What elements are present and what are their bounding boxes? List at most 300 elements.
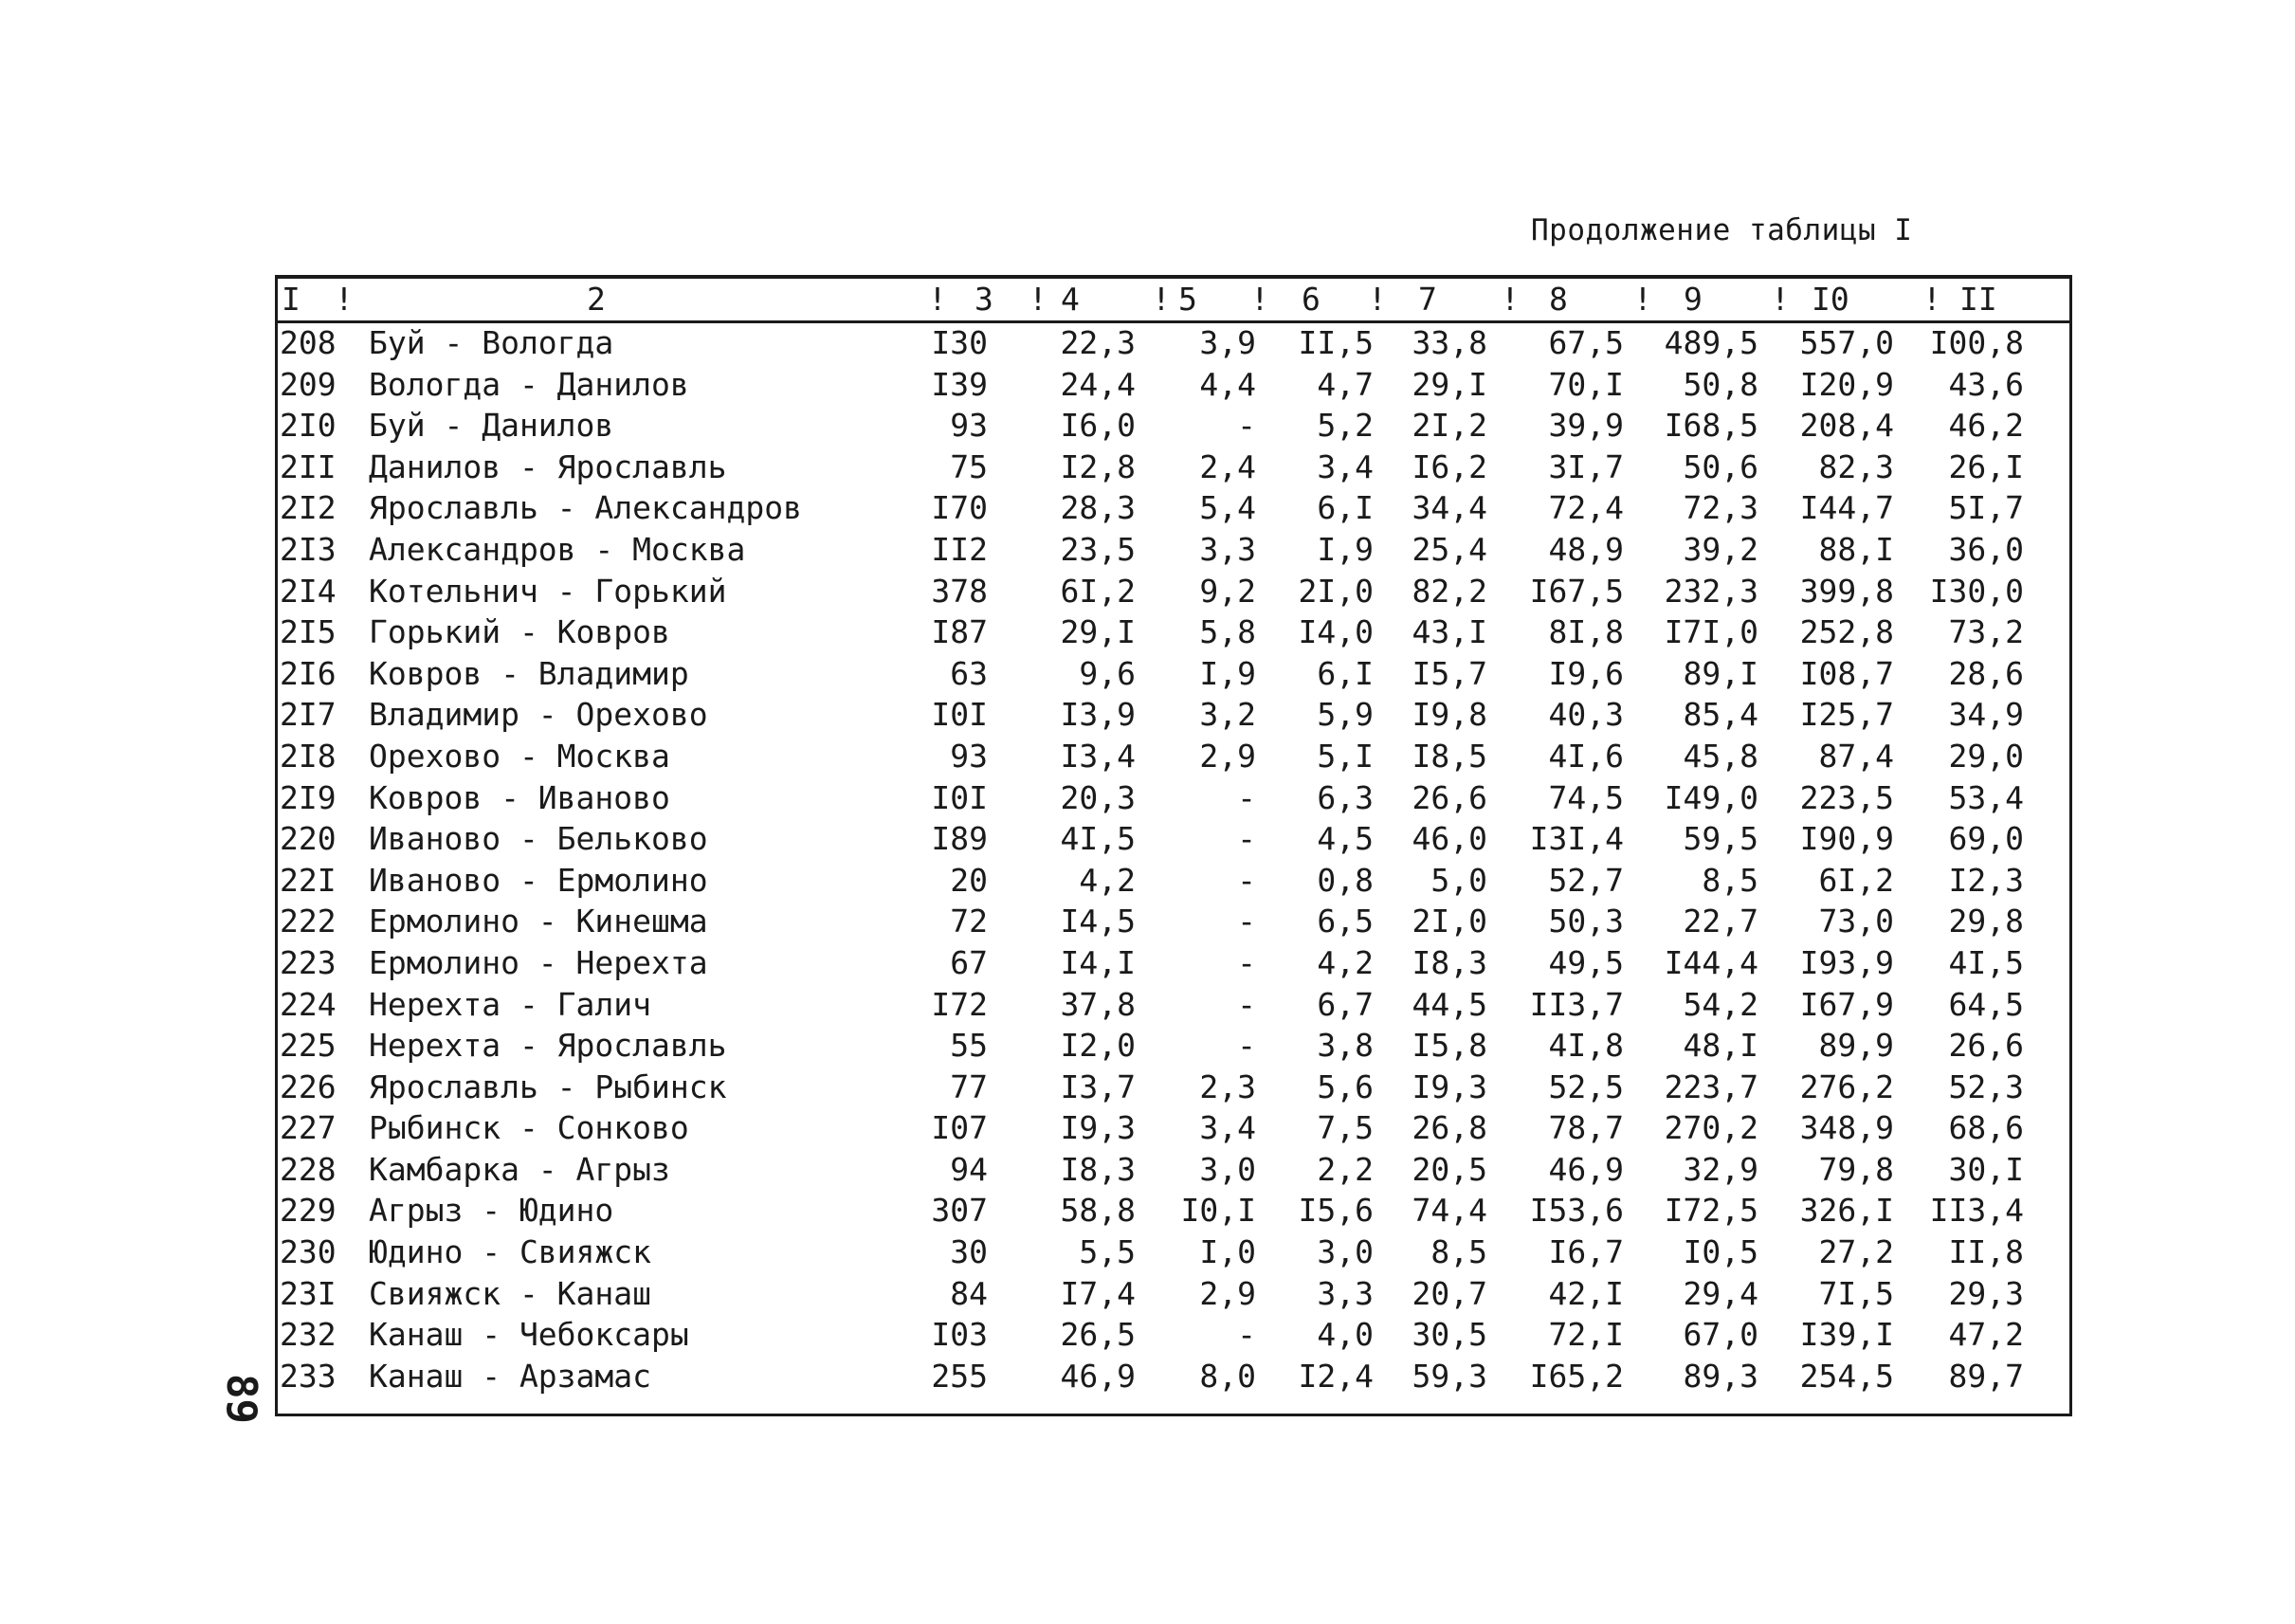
col-10-value: 326,I (1799, 1192, 1894, 1230)
col-4-value: I4,5 (1060, 903, 1136, 940)
col-9-value: 89,I (1683, 654, 1758, 692)
col-11-value: 5I,7 (1948, 489, 2024, 527)
col-10-value: I08,7 (1799, 654, 1894, 692)
col-3-value: I0I (931, 778, 988, 816)
row-number: 22I (280, 861, 337, 899)
col-10-value: 27,2 (1818, 1233, 1894, 1271)
route-name: Рыбинск - Сонково (369, 1109, 689, 1147)
table-row (278, 1190, 2069, 1232)
header-separator: ! (335, 281, 354, 318)
col-7-value: I5,8 (1412, 1027, 1487, 1065)
col-6-value: 6,I (1317, 654, 1374, 692)
table-row (278, 322, 2069, 364)
col-8-value: 52,7 (1548, 861, 1624, 899)
col-11-value: I2,3 (1948, 861, 2024, 899)
col-8-value: I53,6 (1529, 1192, 1624, 1230)
col-10-value: 82,3 (1818, 447, 1894, 485)
route-name: Нерехта - Галич (369, 985, 652, 1023)
col-5-value: 3,2 (1199, 696, 1256, 734)
table-row (278, 818, 2069, 860)
route-name: Буй - Вологда (369, 324, 614, 361)
col-4-value: I3,4 (1060, 737, 1136, 775)
col-5-value: 9,2 (1199, 572, 1256, 610)
header-separator: ! (1771, 281, 1790, 318)
col-7-value: 46,0 (1412, 820, 1487, 858)
col-8-value: 72,4 (1548, 489, 1624, 527)
col-7-value: I9,8 (1412, 696, 1487, 734)
table-row (278, 364, 2069, 406)
col-6-value: 3,3 (1317, 1274, 1374, 1312)
col-6-value: 4,0 (1317, 1316, 1374, 1354)
col-9-value: 223,7 (1664, 1067, 1758, 1105)
col-4-value: 9,6 (1079, 654, 1136, 692)
col-7-value: 29,I (1412, 365, 1487, 403)
col-7-value: I8,3 (1412, 943, 1487, 981)
route-name: Ковров - Владимир (369, 654, 689, 692)
route-name: Данилов - Ярославль (369, 447, 727, 485)
col-6-value: II,5 (1298, 324, 1374, 361)
col-7-value: 82,2 (1412, 572, 1487, 610)
col-5-value: 5,8 (1199, 613, 1256, 651)
header-col-6: 6 (1302, 281, 1321, 318)
col-11-value: 69,0 (1948, 820, 2024, 858)
table-header (278, 279, 2069, 323)
table-row (278, 901, 2069, 942)
col-11-value: 29,8 (1948, 903, 2024, 940)
col-5-value: - (1237, 1027, 1256, 1065)
col-3-value: 30 (950, 1233, 988, 1271)
row-number: 225 (280, 1027, 337, 1065)
row-number: 2I2 (280, 489, 337, 527)
route-name: Нерехта - Ярославль (369, 1027, 727, 1065)
table-row (278, 405, 2069, 447)
col-10-value: I39,I (1799, 1316, 1894, 1354)
col-7-value: 30,5 (1412, 1316, 1487, 1354)
col-7-value: 26,6 (1412, 778, 1487, 816)
col-10-value: 557,0 (1799, 324, 1894, 361)
col-3-value: 255 (931, 1357, 988, 1395)
col-11-value: 29,0 (1948, 737, 2024, 775)
col-3-value: 94 (950, 1150, 988, 1188)
route-name: Канаш - Арзамас (369, 1357, 652, 1395)
header-separator: ! (928, 281, 947, 318)
col-3-value: 93 (950, 737, 988, 775)
col-5-value: 3,9 (1199, 324, 1256, 361)
header-col-11: II (1959, 281, 1997, 318)
row-number: 2I3 (280, 530, 337, 568)
route-name: Канаш - Чебоксары (369, 1316, 689, 1354)
row-number: 230 (280, 1233, 337, 1271)
col-7-value: 2I,2 (1412, 407, 1487, 445)
col-11-value: 29,3 (1948, 1274, 2024, 1312)
col-9-value: I72,5 (1664, 1192, 1758, 1230)
col-6-value: 0,8 (1317, 861, 1374, 899)
col-10-value: I67,9 (1799, 985, 1894, 1023)
table-body (278, 322, 2069, 1403)
col-10-value: 7I,5 (1818, 1274, 1894, 1312)
col-9-value: 39,2 (1683, 530, 1758, 568)
route-name: Камбарка - Агрыз (369, 1150, 670, 1188)
col-8-value: 70,I (1548, 365, 1624, 403)
route-name: Юдино - Свияжск (369, 1233, 652, 1271)
col-11-value: 73,2 (1948, 613, 2024, 651)
route-name: Ермолино - Нерехта (369, 943, 708, 981)
header-col-9: 9 (1684, 281, 1703, 318)
col-10-value: I90,9 (1799, 820, 1894, 858)
col-8-value: 72,I (1548, 1316, 1624, 1354)
col-7-value: 5,0 (1430, 861, 1487, 899)
table-row (278, 1025, 2069, 1067)
col-9-value: 32,9 (1683, 1150, 1758, 1188)
col-11-value: 4I,5 (1948, 943, 2024, 981)
col-4-value: I3,9 (1060, 696, 1136, 734)
route-name: Свияжск - Канаш (369, 1274, 652, 1312)
col-4-value: I2,0 (1060, 1027, 1136, 1065)
route-name: Котельнич - Горький (369, 572, 727, 610)
table-row (278, 1067, 2069, 1108)
col-6-value: 4,5 (1317, 820, 1374, 858)
col-7-value: 20,7 (1412, 1274, 1487, 1312)
col-7-value: 20,5 (1412, 1150, 1487, 1188)
col-4-value: I3,7 (1060, 1067, 1136, 1105)
route-name: Иваново - Ермолино (369, 861, 708, 899)
table-row (278, 777, 2069, 819)
header-col-3: 3 (974, 281, 993, 318)
col-7-value: I6,2 (1412, 447, 1487, 485)
col-4-value: 26,5 (1060, 1316, 1136, 1354)
route-name: Буй - Данилов (369, 407, 614, 445)
col-5-value: 3,4 (1199, 1109, 1256, 1147)
col-6-value: 4,7 (1317, 365, 1374, 403)
col-3-value: 77 (950, 1067, 988, 1105)
route-name: Ермолино - Кинешма (369, 903, 708, 940)
col-5-value: - (1237, 943, 1256, 981)
col-6-value: I4,0 (1298, 613, 1374, 651)
table-row (278, 736, 2069, 777)
col-6-value: I,9 (1317, 530, 1374, 568)
row-number: 2I9 (280, 778, 337, 816)
table-row (278, 1356, 2069, 1403)
header-separator: ! (1368, 281, 1387, 318)
col-9-value: 232,3 (1664, 572, 1758, 610)
col-10-value: I25,7 (1799, 696, 1894, 734)
col-4-value: I6,0 (1060, 407, 1136, 445)
col-5-value: I,0 (1199, 1233, 1256, 1271)
row-number: 224 (280, 985, 337, 1023)
col-11-value: 64,5 (1948, 985, 2024, 1023)
table-row (278, 653, 2069, 695)
col-9-value: I0,5 (1683, 1233, 1758, 1271)
header-col-2: 2 (587, 281, 606, 318)
col-6-value: 6,3 (1317, 778, 1374, 816)
col-8-value: 50,3 (1548, 903, 1624, 940)
table-row (278, 984, 2069, 1026)
col-6-value: 5,2 (1317, 407, 1374, 445)
col-5-value: - (1237, 985, 1256, 1023)
header-col-1: I (282, 281, 301, 318)
col-7-value: 26,8 (1412, 1109, 1487, 1147)
col-9-value: 54,2 (1683, 985, 1758, 1023)
table-row (278, 1107, 2069, 1149)
col-11-value: 47,2 (1948, 1316, 2024, 1354)
col-10-value: 252,8 (1799, 613, 1894, 651)
table-row (278, 447, 2069, 488)
col-3-value: I89 (931, 820, 988, 858)
col-10-value: 399,8 (1799, 572, 1894, 610)
row-number: 227 (280, 1109, 337, 1147)
col-11-value: 30,I (1948, 1150, 2024, 1188)
col-9-value: 48,I (1683, 1027, 1758, 1065)
row-number: 208 (280, 324, 337, 361)
col-10-value: 87,4 (1818, 737, 1894, 775)
col-8-value: I67,5 (1529, 572, 1624, 610)
col-10-value: 254,5 (1799, 1357, 1894, 1395)
col-8-value: I9,6 (1548, 654, 1624, 692)
col-7-value: 33,8 (1412, 324, 1487, 361)
col-5-value: 2,9 (1199, 1274, 1256, 1312)
col-4-value: 46,9 (1060, 1357, 1136, 1395)
col-8-value: I6,7 (1548, 1233, 1624, 1271)
col-5-value: - (1237, 778, 1256, 816)
table-caption: Продолжение таблицы I (1531, 213, 1913, 247)
col-9-value: 50,8 (1683, 365, 1758, 403)
col-5-value: - (1237, 407, 1256, 445)
header-separator: ! (1633, 281, 1652, 318)
col-7-value: 8,5 (1430, 1233, 1487, 1271)
row-number: 23I (280, 1274, 337, 1312)
col-3-value: 84 (950, 1274, 988, 1312)
col-4-value: I4,I (1060, 943, 1136, 981)
header-separator: ! (1501, 281, 1520, 318)
col-3-value: I03 (931, 1316, 988, 1354)
col-9-value: 8,5 (1702, 861, 1758, 899)
col-10-value: I20,9 (1799, 365, 1894, 403)
col-4-value: 22,3 (1060, 324, 1136, 361)
col-3-value: 378 (931, 572, 988, 610)
col-10-value: 348,9 (1799, 1109, 1894, 1147)
row-number: 2II (280, 447, 337, 485)
table-row (278, 860, 2069, 902)
col-9-value: 50,6 (1683, 447, 1758, 485)
col-7-value: 43,I (1412, 613, 1487, 651)
row-number: 223 (280, 943, 337, 981)
col-9-value: I68,5 (1664, 407, 1758, 445)
header-col-10: I0 (1812, 281, 1849, 318)
header-separator: ! (1922, 281, 1941, 318)
col-3-value: 93 (950, 407, 988, 445)
col-7-value: I8,5 (1412, 737, 1487, 775)
col-5-value: 2,3 (1199, 1067, 1256, 1105)
col-4-value: 29,I (1060, 613, 1136, 651)
col-11-value: 53,4 (1948, 778, 2024, 816)
route-name: Вологда - Данилов (369, 365, 689, 403)
col-6-value: I5,6 (1298, 1192, 1374, 1230)
col-7-value: I5,7 (1412, 654, 1487, 692)
route-name: Александров - Москва (369, 530, 746, 568)
row-number: 232 (280, 1316, 337, 1354)
table-row (278, 1232, 2069, 1273)
route-name: Ярославль - Рыбинск (369, 1067, 727, 1105)
col-3-value: 55 (950, 1027, 988, 1065)
table-row (278, 487, 2069, 529)
col-4-value: 23,5 (1060, 530, 1136, 568)
col-11-value: 52,3 (1948, 1067, 2024, 1105)
col-9-value: 72,3 (1683, 489, 1758, 527)
col-5-value: 2,4 (1199, 447, 1256, 485)
col-3-value: 63 (950, 654, 988, 692)
col-7-value: 44,5 (1412, 985, 1487, 1023)
row-number: 228 (280, 1150, 337, 1188)
row-number: 2I8 (280, 737, 337, 775)
col-6-value: I2,4 (1298, 1357, 1374, 1395)
row-number: 220 (280, 820, 337, 858)
col-4-value: 20,3 (1060, 778, 1136, 816)
col-5-value: 8,0 (1199, 1357, 1256, 1395)
col-8-value: 3I,7 (1548, 447, 1624, 485)
col-5-value: 3,3 (1199, 530, 1256, 568)
col-10-value: 79,8 (1818, 1150, 1894, 1188)
col-10-value: 223,5 (1799, 778, 1894, 816)
table-row (278, 1149, 2069, 1191)
col-3-value: 72 (950, 903, 988, 940)
col-8-value: 49,5 (1548, 943, 1624, 981)
col-8-value: 8I,8 (1548, 613, 1624, 651)
col-4-value: I7,4 (1060, 1274, 1136, 1312)
col-10-value: 6I,2 (1818, 861, 1894, 899)
col-3-value: I30 (931, 324, 988, 361)
col-4-value: 58,8 (1060, 1192, 1136, 1230)
col-11-value: 68,6 (1948, 1109, 2024, 1147)
col-3-value: I87 (931, 613, 988, 651)
col-8-value: 40,3 (1548, 696, 1624, 734)
col-8-value: 46,9 (1548, 1150, 1624, 1188)
table-row (278, 694, 2069, 736)
col-7-value: 74,4 (1412, 1192, 1487, 1230)
col-9-value: 270,2 (1664, 1109, 1758, 1147)
col-7-value: 2I,0 (1412, 903, 1487, 940)
col-9-value: 67,0 (1683, 1316, 1758, 1354)
col-8-value: I3I,4 (1529, 820, 1624, 858)
data-table (275, 275, 2072, 1416)
col-10-value: 89,9 (1818, 1027, 1894, 1065)
col-11-value: I30,0 (1929, 572, 2024, 610)
col-3-value: I0I (931, 696, 988, 734)
col-11-value: II3,4 (1929, 1192, 2024, 1230)
route-name: Агрыз - Юдино (369, 1192, 614, 1230)
table-row (278, 611, 2069, 653)
col-11-value: I00,8 (1929, 324, 2024, 361)
col-8-value: 4I,8 (1548, 1027, 1624, 1065)
col-6-value: 3,4 (1317, 447, 1374, 485)
col-3-value: 75 (950, 447, 988, 485)
col-3-value: II2 (931, 530, 988, 568)
row-number: 2I0 (280, 407, 337, 445)
col-11-value: 34,9 (1948, 696, 2024, 734)
col-4-value: 24,4 (1060, 365, 1136, 403)
col-7-value: 25,4 (1412, 530, 1487, 568)
col-9-value: 45,8 (1683, 737, 1758, 775)
col-3-value: 307 (931, 1192, 988, 1230)
col-6-value: 4,2 (1317, 943, 1374, 981)
col-8-value: 42,I (1548, 1274, 1624, 1312)
col-5-value: - (1237, 1316, 1256, 1354)
col-11-value: 26,6 (1948, 1027, 2024, 1065)
col-9-value: 89,3 (1683, 1357, 1758, 1395)
col-4-value: 4,2 (1079, 861, 1136, 899)
row-number: 2I5 (280, 613, 337, 651)
col-5-value: 2,9 (1199, 737, 1256, 775)
col-8-value: I65,2 (1529, 1357, 1624, 1395)
col-11-value: 26,I (1948, 447, 2024, 485)
route-name: Горький - Ковров (369, 613, 670, 651)
row-number: 226 (280, 1067, 337, 1105)
col-10-value: 73,0 (1818, 903, 1894, 940)
table-row (278, 571, 2069, 612)
col-5-value: I,9 (1199, 654, 1256, 692)
col-5-value: 3,0 (1199, 1150, 1256, 1188)
col-4-value: 37,8 (1060, 985, 1136, 1023)
col-11-value: 36,0 (1948, 530, 2024, 568)
col-3-value: I39 (931, 365, 988, 403)
col-8-value: 74,5 (1548, 778, 1624, 816)
table-row (278, 529, 2069, 571)
col-6-value: 2I,0 (1298, 572, 1374, 610)
route-name: Иваново - Бельково (369, 820, 708, 858)
row-number: 2I6 (280, 654, 337, 692)
col-6-value: 2,2 (1317, 1150, 1374, 1188)
col-7-value: 34,4 (1412, 489, 1487, 527)
table-row (278, 1273, 2069, 1315)
col-6-value: 5,I (1317, 737, 1374, 775)
col-8-value: 67,5 (1548, 324, 1624, 361)
row-number: 2I7 (280, 696, 337, 734)
route-name: Ярославль - Александров (369, 489, 802, 527)
header-col-8: 8 (1549, 281, 1568, 318)
col-6-value: 5,9 (1317, 696, 1374, 734)
col-9-value: I7I,0 (1664, 613, 1758, 651)
col-3-value: 67 (950, 943, 988, 981)
row-number: 222 (280, 903, 337, 940)
col-6-value: 3,0 (1317, 1233, 1374, 1271)
col-6-value: 5,6 (1317, 1067, 1374, 1105)
col-11-value: 43,6 (1948, 365, 2024, 403)
col-9-value: 22,7 (1683, 903, 1758, 940)
col-6-value: 6,7 (1317, 985, 1374, 1023)
header-col-7: 7 (1418, 281, 1437, 318)
col-9-value: 489,5 (1664, 324, 1758, 361)
col-8-value: 78,7 (1548, 1109, 1624, 1147)
col-4-value: 28,3 (1060, 489, 1136, 527)
col-9-value: I44,4 (1664, 943, 1758, 981)
header-col-4: 4 (1061, 281, 1080, 318)
row-number: 229 (280, 1192, 337, 1230)
header-separator: ! (1152, 281, 1171, 318)
col-5-value: - (1237, 903, 1256, 940)
col-10-value: 276,2 (1799, 1067, 1894, 1105)
col-4-value: 5,5 (1079, 1233, 1136, 1271)
row-number: 209 (280, 365, 337, 403)
header-col-5: 5 (1178, 281, 1197, 318)
col-4-value: I9,3 (1060, 1109, 1136, 1147)
col-9-value: 29,4 (1683, 1274, 1758, 1312)
col-10-value: 208,4 (1799, 407, 1894, 445)
col-7-value: 59,3 (1412, 1357, 1487, 1395)
route-name: Владимир - Орехово (369, 696, 708, 734)
page-number: 89 (216, 1374, 265, 1424)
col-10-value: 88,I (1818, 530, 1894, 568)
col-9-value: 59,5 (1683, 820, 1758, 858)
table-row (278, 942, 2069, 984)
